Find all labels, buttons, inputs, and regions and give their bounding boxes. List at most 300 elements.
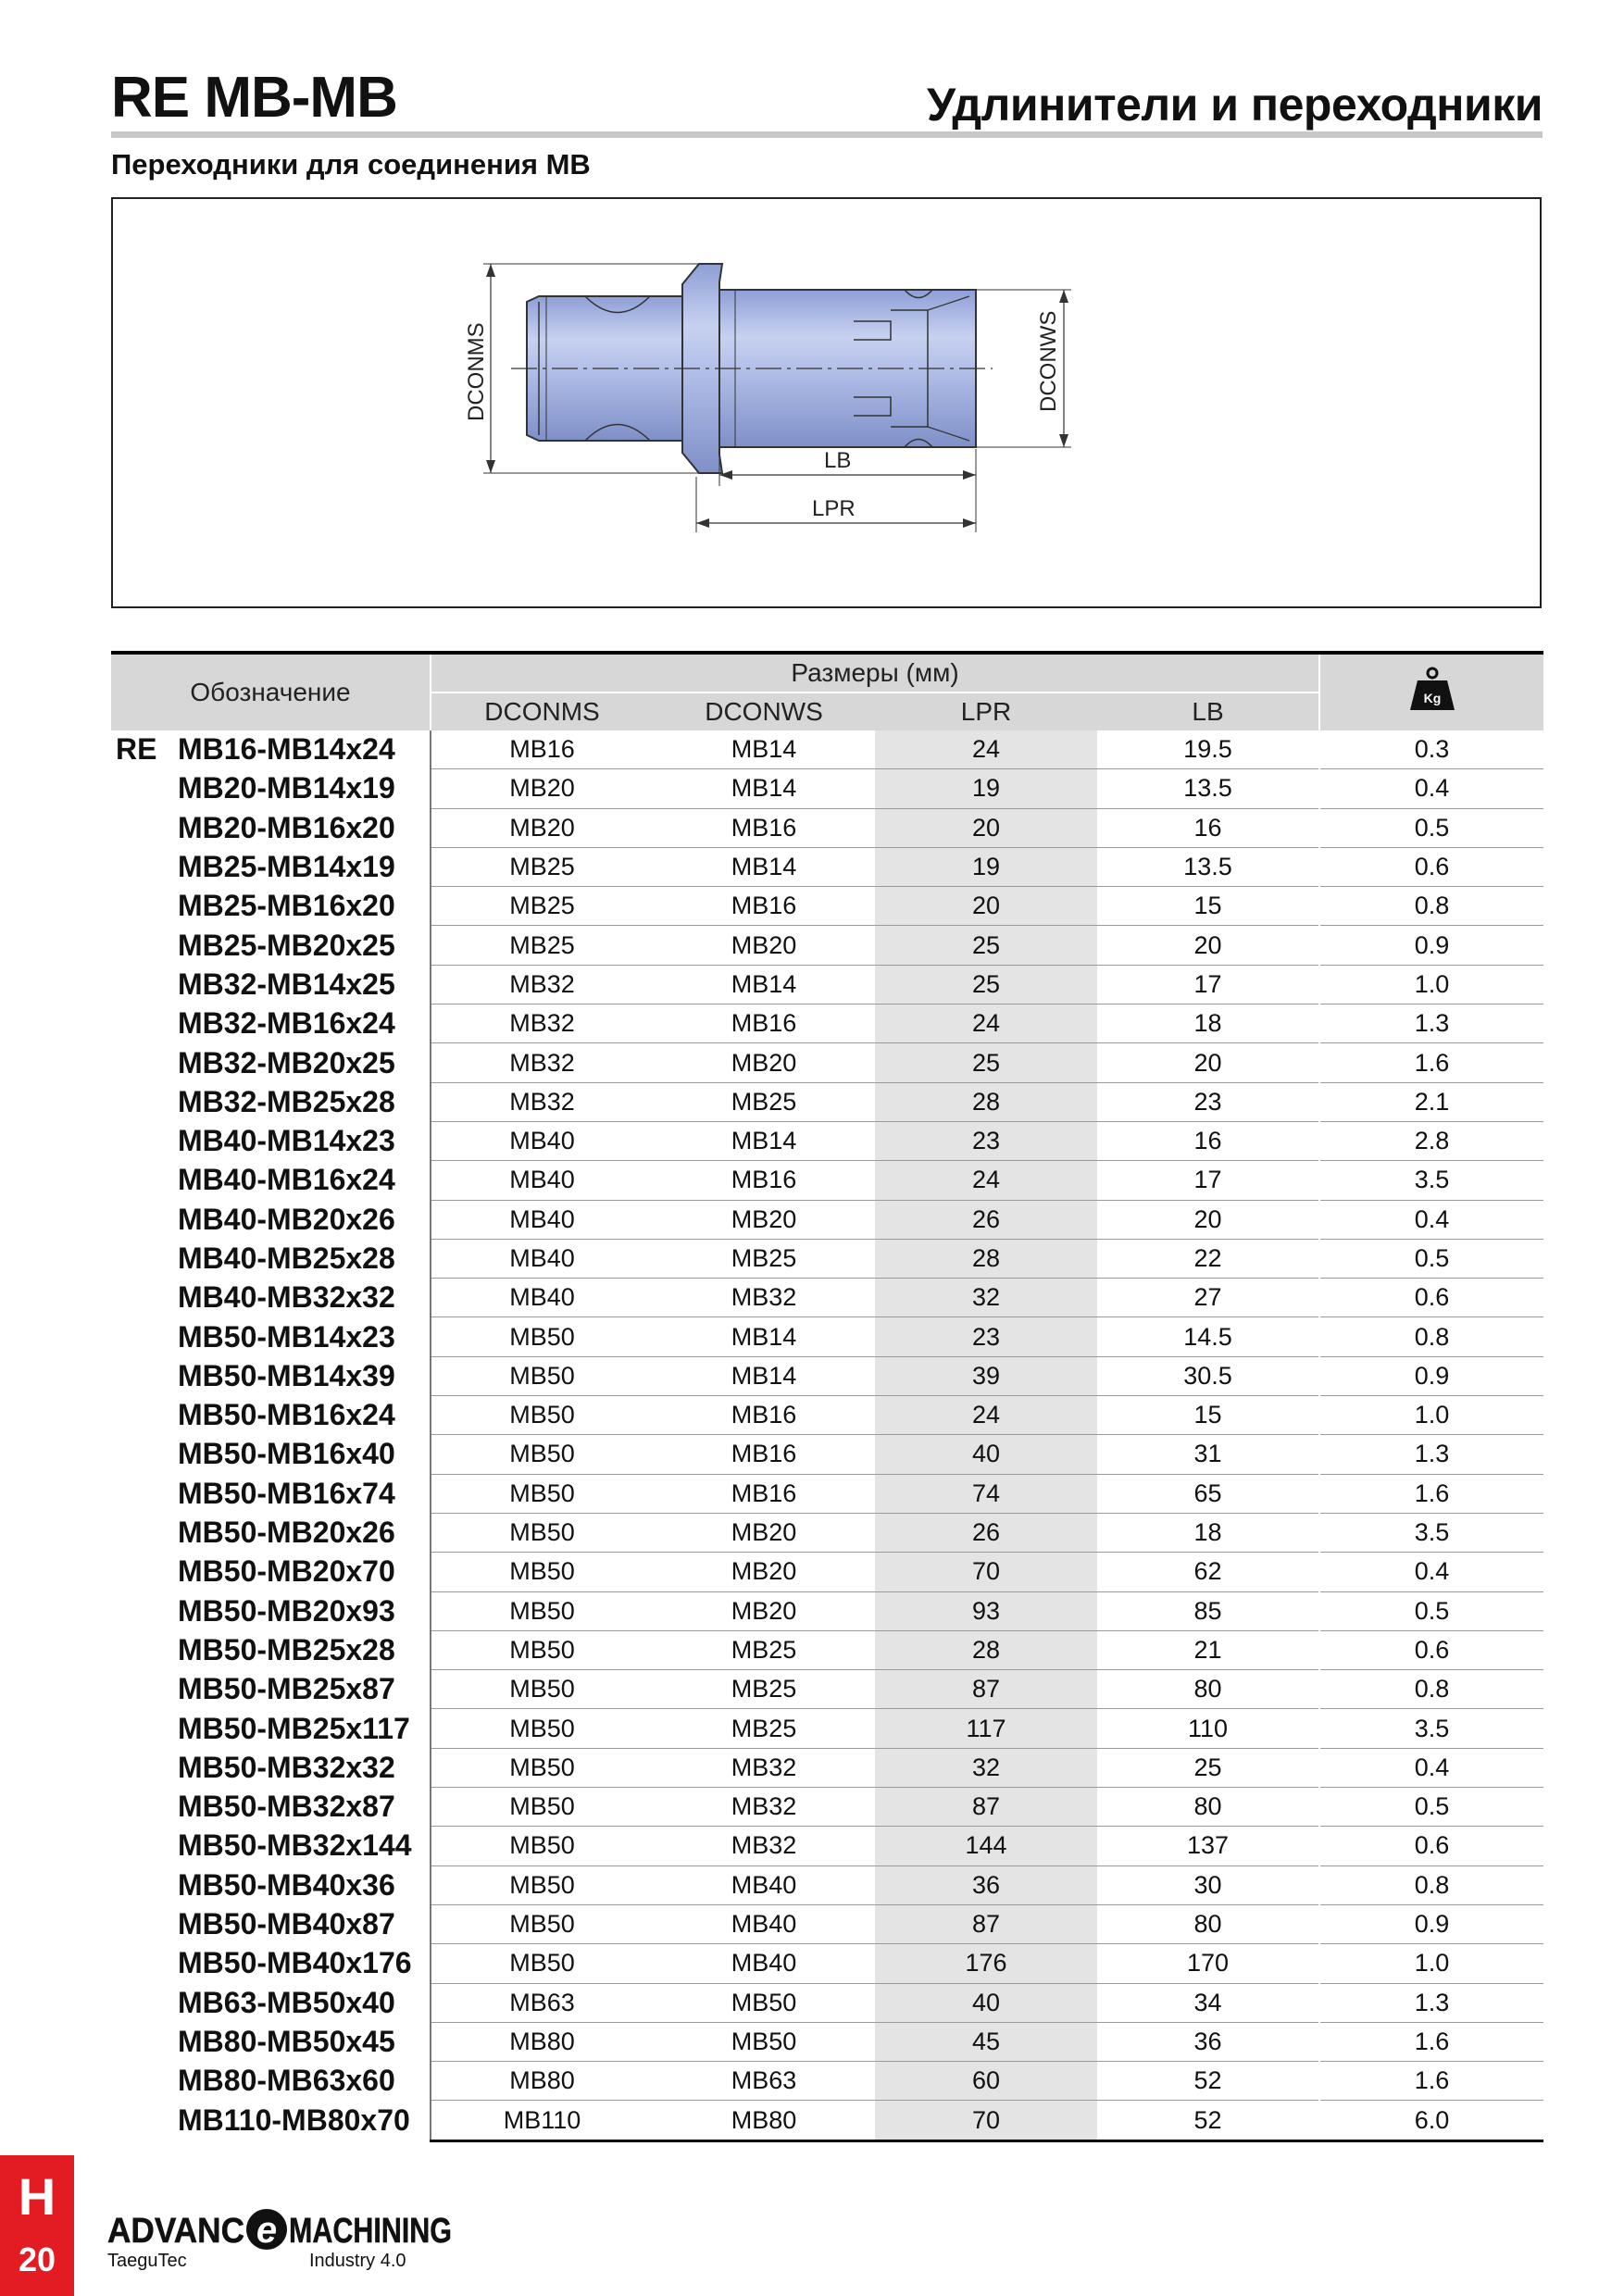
designation-code: MB40-MB16x24 — [178, 1163, 395, 1197]
designation-cell — [111, 965, 431, 1004]
table-row — [111, 1513, 1543, 1552]
weight-cell: 1.3 — [1319, 1435, 1543, 1474]
dconws-cell: MB40 — [653, 1904, 875, 1943]
dconws-cell: MB50 — [653, 2022, 875, 2061]
section-letter: H — [18, 2167, 56, 2226]
lpr-cell: 23 — [875, 1317, 1097, 1356]
designation-code: MB50-MB16x74 — [178, 1476, 395, 1510]
lb-cell: 52 — [1097, 2062, 1319, 2101]
table-row — [111, 1788, 1543, 1827]
lb-cell: 13.5 — [1097, 847, 1319, 886]
lb-cell: 19.5 — [1097, 730, 1319, 769]
dconws-cell: MB80 — [653, 2101, 875, 2140]
weight-cell: 0.9 — [1319, 926, 1543, 965]
lpr-cell: 87 — [875, 1788, 1097, 1827]
weight-cell: 6.0 — [1319, 2101, 1543, 2140]
col-lb: LB — [1097, 693, 1319, 730]
lb-cell: 15 — [1097, 1396, 1319, 1435]
lb-cell: 18 — [1097, 1513, 1319, 1552]
designation-cell — [111, 1709, 431, 1748]
designation-cell — [111, 1317, 431, 1356]
advance-machining-logo — [107, 2209, 459, 2278]
designation-cell — [111, 1396, 431, 1435]
designation-cell — [111, 1944, 431, 1983]
lb-cell: 20 — [1097, 1200, 1319, 1239]
lb-cell: 30 — [1097, 1866, 1319, 1904]
dconms-cell: MB50 — [431, 1748, 653, 1787]
designation-code: MB50-MB20x93 — [178, 1593, 395, 1628]
designation-cell — [111, 2022, 431, 2061]
lpr-cell: 32 — [875, 1279, 1097, 1317]
table-row — [111, 2062, 1543, 2101]
dconws-cell: MB14 — [653, 730, 875, 769]
dconms-cell: MB50 — [431, 1944, 653, 1983]
dconms-cell: MB40 — [431, 1279, 653, 1317]
lb-cell: 137 — [1097, 1827, 1319, 1866]
table-row — [111, 926, 1543, 965]
designation-cell — [111, 926, 431, 965]
table-row — [111, 1827, 1543, 1866]
lb-cell: 16 — [1097, 808, 1319, 847]
table-row — [111, 1748, 1543, 1787]
weight-cell: 0.3 — [1319, 730, 1543, 769]
dconws-cell: MB20 — [653, 1043, 875, 1082]
designation-code: MB50-MB16x40 — [178, 1437, 395, 1471]
table-row — [111, 1553, 1543, 1591]
designation-code: MB50-MB14x39 — [178, 1358, 395, 1392]
dconms-cell: MB40 — [431, 1121, 653, 1160]
lb-cell: 80 — [1097, 1670, 1319, 1709]
table-row — [111, 1200, 1543, 1239]
logo-right: MACHINING — [289, 2212, 452, 2251]
lpr-cell: 70 — [875, 2101, 1097, 2140]
designation-code: MB50-MB40x36 — [178, 1867, 395, 1902]
dconms-cell: MB40 — [431, 1200, 653, 1239]
dconms-label: DCONMS — [464, 322, 489, 421]
weight-cell: 1.3 — [1319, 1983, 1543, 2022]
lpr-cell: 70 — [875, 1553, 1097, 1591]
table-row — [111, 1356, 1543, 1395]
designation-code: MB50-MB25x28 — [178, 1632, 395, 1666]
lpr-cell: 20 — [875, 808, 1097, 847]
designation-prefix: RE — [116, 732, 157, 767]
designation-code: MB50-MB40x87 — [178, 1907, 395, 1941]
lpr-cell: 26 — [875, 1513, 1097, 1552]
dconws-cell: MB16 — [653, 808, 875, 847]
dconms-cell: MB80 — [431, 2062, 653, 2101]
dconws-cell: MB14 — [653, 1317, 875, 1356]
lb-cell: 30.5 — [1097, 1356, 1319, 1395]
dconms-cell: MB50 — [431, 1709, 653, 1748]
lpr-cell: 23 — [875, 1121, 1097, 1160]
lpr-cell: 74 — [875, 1474, 1097, 1513]
table-row — [111, 2101, 1543, 2140]
designation-code: MB32-MB25x28 — [178, 1084, 395, 1118]
weight-cell: 0.9 — [1319, 1904, 1543, 1943]
lpr-cell: 176 — [875, 1944, 1097, 1983]
logo-e: e — [256, 2210, 278, 2251]
table-row — [111, 1591, 1543, 1630]
table-row — [111, 1317, 1543, 1356]
dconms-cell: MB32 — [431, 1004, 653, 1043]
weight-cell: 0.9 — [1319, 1356, 1543, 1395]
lpr-cell: 28 — [875, 1082, 1097, 1121]
designation-cell — [111, 730, 431, 769]
weight-cell: 0.8 — [1319, 1866, 1543, 1904]
lb-cell: 16 — [1097, 1121, 1319, 1160]
title-divider — [111, 131, 1543, 138]
designation-cell — [111, 887, 431, 926]
designation-cell — [111, 1239, 431, 1278]
lb-cell: 85 — [1097, 1591, 1319, 1630]
designation-cell — [111, 1788, 431, 1827]
table-row — [111, 1121, 1543, 1160]
lb-label: LB — [824, 448, 852, 473]
dconms-cell: MB50 — [431, 1553, 653, 1591]
dconws-cell: MB14 — [653, 847, 875, 886]
designation-code: MB110-MB80x70 — [178, 2103, 410, 2138]
lb-cell: 25 — [1097, 1748, 1319, 1787]
dconms-cell: MB50 — [431, 1356, 653, 1395]
lb-cell: 52 — [1097, 2101, 1319, 2140]
lb-cell: 20 — [1097, 1043, 1319, 1082]
lb-cell: 110 — [1097, 1709, 1319, 1748]
designation-cell — [111, 2062, 431, 2101]
designation-code: MB50-MB20x70 — [178, 1554, 395, 1589]
weight-cell: 3.5 — [1319, 1513, 1543, 1552]
section-tab — [0, 2155, 74, 2296]
logo-brand: TaeguTec — [107, 2251, 187, 2271]
weight-cell: 0.4 — [1319, 1200, 1543, 1239]
dconms-cell: MB50 — [431, 1827, 653, 1866]
dconms-cell: MB50 — [431, 1513, 653, 1552]
designation-cell — [111, 1983, 431, 2022]
dconms-cell: MB50 — [431, 1788, 653, 1827]
lpr-cell: 24 — [875, 1161, 1097, 1200]
lpr-cell: 24 — [875, 1396, 1097, 1435]
table-row — [111, 1435, 1543, 1474]
designation-cell — [111, 1474, 431, 1513]
designation-code: MB50-MB32x32 — [178, 1750, 395, 1784]
weight-cell: 1.3 — [1319, 1004, 1543, 1043]
designation-code: MB50-MB25x117 — [178, 1711, 410, 1745]
designation-code: MB40-MB32x32 — [178, 1280, 395, 1315]
dconws-cell: MB14 — [653, 1356, 875, 1395]
designation-cell — [111, 1043, 431, 1082]
dconms-cell: MB50 — [431, 1904, 653, 1943]
designation-cell — [111, 1866, 431, 1904]
designation-code: MB50-MB14x23 — [178, 1319, 395, 1354]
weight-cell: 0.4 — [1319, 1748, 1543, 1787]
dconms-cell: MB110 — [431, 2101, 653, 2140]
designation-code: MB32-MB14x25 — [178, 967, 395, 1001]
designation-code: MB50-MB40x176 — [178, 1946, 412, 1980]
dconws-cell: MB32 — [653, 1827, 875, 1866]
designation-code: MB25-MB16x20 — [178, 889, 395, 923]
dconws-cell: MB50 — [653, 1983, 875, 2022]
lpr-cell: 36 — [875, 1866, 1097, 1904]
dconms-cell: MB63 — [431, 1983, 653, 2022]
dconms-cell: MB32 — [431, 1043, 653, 1082]
table-row — [111, 1396, 1543, 1435]
designation-cell — [111, 1121, 431, 1160]
weight-cell: 0.5 — [1319, 1591, 1543, 1630]
lpr-cell: 40 — [875, 1435, 1097, 1474]
dconms-cell: MB32 — [431, 1082, 653, 1121]
designation-cell — [111, 1082, 431, 1121]
dconws-cell: MB16 — [653, 1004, 875, 1043]
weight-unit: Kg — [1423, 690, 1441, 705]
dconms-cell: MB25 — [431, 847, 653, 886]
spec-table-body — [111, 730, 1543, 2140]
lb-cell: 80 — [1097, 1788, 1319, 1827]
dconms-cell: MB25 — [431, 926, 653, 965]
lpr-cell: 20 — [875, 887, 1097, 926]
designation-cell — [111, 1435, 431, 1474]
designation-code: MB32-MB16x24 — [178, 1006, 395, 1041]
weight-cell: 0.6 — [1319, 847, 1543, 886]
weight-cell: 1.0 — [1319, 1396, 1543, 1435]
weight-cell: 2.1 — [1319, 1082, 1543, 1121]
weight-cell: 0.5 — [1319, 808, 1543, 847]
dconms-cell: MB32 — [431, 965, 653, 1004]
lb-cell: 13.5 — [1097, 769, 1319, 808]
lb-cell: 80 — [1097, 1904, 1319, 1943]
table-row — [111, 1866, 1543, 1904]
dconms-cell: MB80 — [431, 2022, 653, 2061]
weight-cell: 1.0 — [1319, 1944, 1543, 1983]
lpr-cell: 40 — [875, 1983, 1097, 2022]
lb-cell: 31 — [1097, 1435, 1319, 1474]
designation-code: MB63-MB50x40 — [178, 1985, 395, 2019]
weight-cell: 0.4 — [1319, 769, 1543, 808]
dconws-cell: MB32 — [653, 1748, 875, 1787]
designation-cell — [111, 1161, 431, 1200]
weight-cell: 0.8 — [1319, 887, 1543, 926]
lpr-cell: 28 — [875, 1630, 1097, 1669]
designation-code: MB25-MB20x25 — [178, 928, 395, 962]
designation-cell — [111, 808, 431, 847]
lb-cell: 65 — [1097, 1474, 1319, 1513]
dconws-cell: MB40 — [653, 1866, 875, 1904]
col-dconws: DCONWS — [653, 693, 875, 730]
table-row — [111, 1944, 1543, 1983]
series-title: RE MB-MB — [111, 66, 397, 130]
designation-code: MB16-MB14x24 — [178, 732, 395, 767]
dconms-cell: MB50 — [431, 1474, 653, 1513]
table-row — [111, 1082, 1543, 1121]
dconws-cell: MB16 — [653, 1474, 875, 1513]
page-number: 20 — [18, 2240, 56, 2278]
dconws-cell: MB16 — [653, 887, 875, 926]
dconws-cell: MB14 — [653, 1121, 875, 1160]
lpr-cell: 60 — [875, 2062, 1097, 2101]
weight-cell: 2.8 — [1319, 1121, 1543, 1160]
lb-cell: 20 — [1097, 926, 1319, 965]
weight-cell: 0.4 — [1319, 1553, 1543, 1591]
adapter-drawing — [111, 197, 1542, 608]
dconws-cell: MB25 — [653, 1709, 875, 1748]
dconws-cell: MB32 — [653, 1788, 875, 1827]
dconms-cell: MB50 — [431, 1435, 653, 1474]
dconms-cell: MB50 — [431, 1866, 653, 1904]
table-row — [111, 1239, 1543, 1278]
lb-cell: 34 — [1097, 1983, 1319, 2022]
dconws-cell: MB20 — [653, 1200, 875, 1239]
lpr-cell: 32 — [875, 1748, 1097, 1787]
weight-cell: 1.6 — [1319, 1043, 1543, 1082]
designation-cell — [111, 769, 431, 808]
table-row — [111, 1161, 1543, 1200]
dconws-cell: MB16 — [653, 1435, 875, 1474]
lpr-cell: 19 — [875, 847, 1097, 886]
dconws-cell: MB20 — [653, 926, 875, 965]
lb-cell: 18 — [1097, 1004, 1319, 1043]
dconms-cell: MB50 — [431, 1396, 653, 1435]
adapter-drawing-svg — [113, 199, 1543, 610]
dconws-cell: MB25 — [653, 1082, 875, 1121]
lpr-cell: 19 — [875, 769, 1097, 808]
lpr-cell: 25 — [875, 926, 1097, 965]
weight-cell: 1.6 — [1319, 2062, 1543, 2101]
weight-cell: 3.5 — [1319, 1161, 1543, 1200]
weight-cell: 1.6 — [1319, 1474, 1543, 1513]
dconms-cell: MB20 — [431, 769, 653, 808]
designation-cell — [111, 1200, 431, 1239]
logo-svg — [107, 2209, 459, 2274]
dconms-cell: MB50 — [431, 1630, 653, 1669]
table-row — [111, 808, 1543, 847]
section-subtitle: Переходники для соединения MB — [111, 148, 591, 181]
lpr-cell: 93 — [875, 1591, 1097, 1630]
kg-weight-icon — [1408, 666, 1456, 714]
designation-code: MB25-MB14x19 — [178, 850, 395, 884]
lb-cell: 170 — [1097, 1944, 1319, 1983]
lb-cell: 23 — [1097, 1082, 1319, 1121]
designation-code: MB50-MB20x26 — [178, 1516, 395, 1550]
designation-cell — [111, 2101, 431, 2140]
dconws-cell: MB25 — [653, 1239, 875, 1278]
dconws-cell: MB63 — [653, 2062, 875, 2101]
dconws-cell: MB25 — [653, 1670, 875, 1709]
weight-cell: 1.6 — [1319, 2022, 1543, 2061]
designation-code: MB40-MB14x23 — [178, 1124, 395, 1158]
logo-tagline: Industry 4.0 — [309, 2251, 406, 2271]
dconms-cell: MB16 — [431, 730, 653, 769]
spec-table — [111, 651, 1543, 2142]
weight-cell: 0.8 — [1319, 1317, 1543, 1356]
lb-cell: 14.5 — [1097, 1317, 1319, 1356]
lb-cell: 17 — [1097, 965, 1319, 1004]
lpr-label: LPR — [812, 496, 856, 521]
lpr-cell: 25 — [875, 965, 1097, 1004]
designation-cell — [111, 1279, 431, 1317]
table-row — [111, 1043, 1543, 1082]
lpr-cell: 39 — [875, 1356, 1097, 1395]
lpr-cell: 24 — [875, 1004, 1097, 1043]
table-row — [111, 2022, 1543, 2061]
table-row — [111, 965, 1543, 1004]
lpr-cell: 117 — [875, 1709, 1097, 1748]
weight-cell: 3.5 — [1319, 1709, 1543, 1748]
dconms-cell: MB20 — [431, 808, 653, 847]
lpr-cell: 24 — [875, 730, 1097, 769]
dconms-cell: MB40 — [431, 1161, 653, 1200]
lb-cell: 62 — [1097, 1553, 1319, 1591]
designation-code: MB20-MB14x19 — [178, 771, 395, 805]
table-row — [111, 1474, 1543, 1513]
designation-cell — [111, 1553, 431, 1591]
dconws-cell: MB14 — [653, 769, 875, 808]
table-row — [111, 769, 1543, 808]
category-title: Удлинители и переходники — [926, 79, 1543, 131]
table-row — [111, 1279, 1543, 1317]
lpr-cell: 25 — [875, 1043, 1097, 1082]
designation-cell — [111, 1356, 431, 1395]
lpr-cell: 87 — [875, 1670, 1097, 1709]
lb-cell: 27 — [1097, 1279, 1319, 1317]
col-lpr: LPR — [875, 693, 1097, 730]
designation-cell — [111, 1827, 431, 1866]
designation-code: MB50-MB25x87 — [178, 1672, 395, 1706]
table-row — [111, 887, 1543, 926]
weight-cell: 0.5 — [1319, 1239, 1543, 1278]
table-row — [111, 1904, 1543, 1943]
lb-cell: 17 — [1097, 1161, 1319, 1200]
designation-cell — [111, 1904, 431, 1943]
designation-code: MB50-MB32x87 — [178, 1790, 395, 1824]
table-row — [111, 1983, 1543, 2022]
designation-cell — [111, 1591, 431, 1630]
designation-code: MB80-MB50x45 — [178, 2024, 395, 2058]
weight-cell: 0.6 — [1319, 1827, 1543, 1866]
table-row — [111, 1004, 1543, 1043]
table-row — [111, 730, 1543, 769]
weight-cell: 1.0 — [1319, 965, 1543, 1004]
table-row — [111, 1670, 1543, 1709]
designation-code: MB40-MB20x26 — [178, 1202, 395, 1236]
designation-code: MB40-MB25x28 — [178, 1242, 395, 1275]
weight-cell: 0.5 — [1319, 1788, 1543, 1827]
dconws-cell: MB40 — [653, 1944, 875, 1983]
table-row — [111, 1630, 1543, 1669]
lb-cell: 15 — [1097, 887, 1319, 926]
weight-cell: 0.8 — [1319, 1670, 1543, 1709]
table-row — [111, 847, 1543, 886]
dconws-cell: MB20 — [653, 1591, 875, 1630]
designation-cell — [111, 1513, 431, 1552]
designation-cell — [111, 1670, 431, 1709]
lpr-cell: 26 — [875, 1200, 1097, 1239]
lpr-cell: 28 — [875, 1239, 1097, 1278]
spec-table-wrap — [111, 651, 1543, 2142]
dconws-cell: MB20 — [653, 1513, 875, 1552]
weight-cell: 0.6 — [1319, 1279, 1543, 1317]
designation-code: MB32-MB20x25 — [178, 1045, 395, 1079]
lpr-cell: 87 — [875, 1904, 1097, 1943]
designation-cell — [111, 847, 431, 886]
dconms-cell: MB50 — [431, 1670, 653, 1709]
designation-cell — [111, 1004, 431, 1043]
dconws-cell: MB20 — [653, 1553, 875, 1591]
logo-left: ADVANC — [107, 2212, 244, 2251]
dconws-label: DCONWS — [1036, 310, 1061, 412]
table-row — [111, 1709, 1543, 1748]
dconws-cell: MB16 — [653, 1396, 875, 1435]
dconws-cell: MB32 — [653, 1279, 875, 1317]
weight-cell: 0.6 — [1319, 1630, 1543, 1669]
designation-code: MB50-MB32x144 — [178, 1828, 412, 1863]
